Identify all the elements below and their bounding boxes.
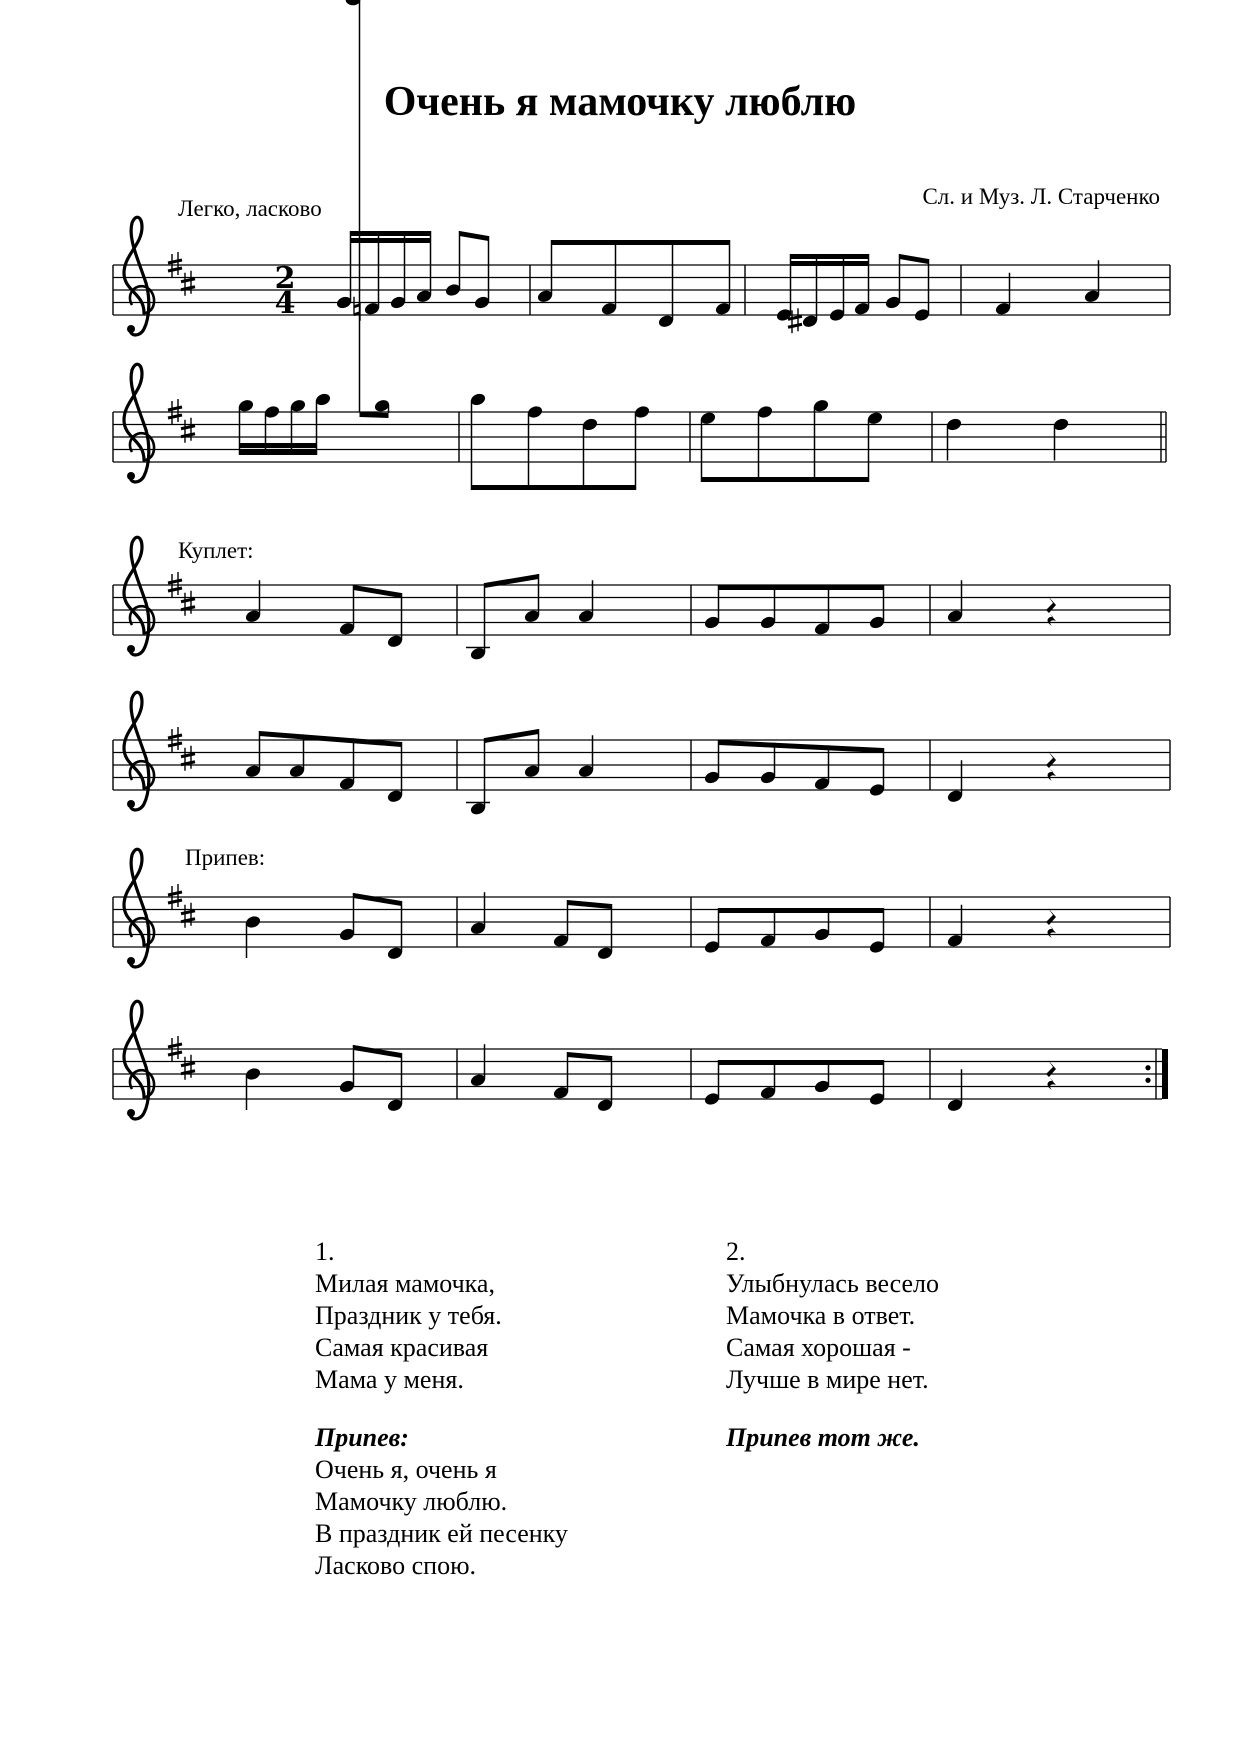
note-beam [354, 893, 402, 906]
lyric-line: Мама у меня. [315, 1365, 464, 1394]
verse-number: 1. [315, 1237, 335, 1266]
lyric-line: Лучше в мире нет. [726, 1365, 929, 1394]
note-beam [460, 231, 489, 241]
lyric-line: В праздник ей песенку [315, 1519, 568, 1548]
treble-clef-icon [124, 217, 154, 335]
time-signature-bottom: 4 [274, 286, 296, 321]
verse-number: 2. [726, 1237, 746, 1266]
note-beam [260, 731, 402, 747]
note-beam [354, 1045, 402, 1058]
note-beam [485, 729, 539, 743]
note-beam [900, 254, 929, 264]
note-beam [791, 261, 869, 266]
author-credit: Сл. и Муз. Л. Старченко [922, 184, 1160, 209]
verse-label: Куплет: [178, 538, 254, 563]
key-sharp-c-icon [181, 1055, 195, 1080]
quarter-rest [1046, 596, 1056, 626]
chorus-repeat-note: Припев тот же. [726, 1423, 920, 1452]
quarter-rest [1046, 908, 1056, 938]
note-beam [240, 450, 317, 455]
key-sharp-c-icon [181, 903, 195, 928]
note-beam [791, 254, 869, 259]
note-beam [552, 240, 730, 245]
note-beam [351, 231, 431, 236]
lyric-line: Улыбнулась весело [726, 1269, 940, 1298]
lyrics-column-1 [315, 1236, 568, 1582]
time-signature-top: 2 [274, 261, 296, 296]
lyric-line: Самая хорошая - [726, 1333, 911, 1362]
treble-clef-icon [124, 537, 154, 655]
lyrics-column-2 [726, 1236, 939, 1454]
note-beam [702, 477, 869, 482]
quarter-rest [1046, 1060, 1056, 1090]
song-title: Очень я мамочку люблю [383, 79, 857, 125]
note-beam [719, 585, 884, 590]
treble-clef-icon [124, 1001, 154, 1119]
lyric-line: Самая красивая [315, 1333, 489, 1362]
treble-clef-icon [124, 849, 154, 967]
repeat-dot [1145, 1078, 1150, 1083]
repeat-dot [1145, 1065, 1150, 1070]
final-barline [1162, 1049, 1168, 1099]
note-beam [354, 585, 402, 598]
note-beam [568, 1052, 612, 1061]
note-beam [568, 900, 612, 909]
note-beam [360, 412, 389, 418]
treble-clef-icon [124, 692, 154, 810]
lyric-line: Очень я, очень я [315, 1455, 497, 1484]
note-beam [472, 485, 636, 490]
chorus-label: Припев: [185, 845, 266, 870]
key-sharp-c-icon [181, 591, 195, 616]
treble-clef-icon [124, 364, 154, 482]
lyric-line: Праздник у тебя. [315, 1301, 502, 1330]
note-beam [351, 238, 431, 243]
note-beam [485, 574, 539, 588]
note-beam [719, 1060, 884, 1065]
note-beam [719, 908, 884, 913]
quarter-rest [1046, 751, 1056, 781]
note-beam [240, 443, 317, 448]
lyric-line: Милая мамочка, [315, 1269, 495, 1298]
lyric-line: Ласково спою. [315, 1551, 477, 1580]
lyric-line: Мамочка в ответ. [726, 1301, 916, 1330]
key-sharp-c-icon [181, 418, 195, 443]
note-head [346, 0, 361, 5]
key-sharp-c-icon [181, 271, 195, 296]
tempo-marking: Легко, ласково [178, 196, 322, 221]
key-sharp-c-icon [181, 746, 195, 771]
note-beam [719, 740, 884, 753]
chorus-heading: Припев: [315, 1423, 409, 1452]
lyric-line: Мамочку люблю. [315, 1487, 508, 1516]
